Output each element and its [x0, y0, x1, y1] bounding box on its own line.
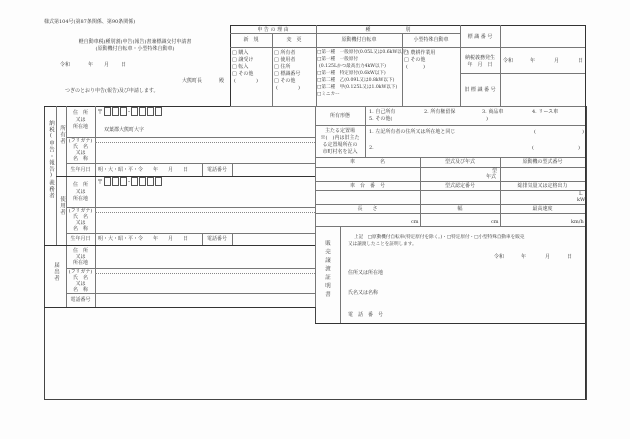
chassis-number-label: 車 台 番 号 [349, 183, 385, 189]
ownership-lease[interactable]: 4. リース車 [532, 109, 559, 115]
old-plate-label: 旧 標 識 番 号 [464, 87, 496, 93]
user-name-field[interactable] [96, 213, 314, 232]
filer-address-field[interactable] [96, 246, 314, 267]
certificate-label: 販売譲渡証明書 [324, 240, 330, 300]
plate-number-field[interactable] [501, 26, 584, 46]
ownership-retained[interactable]: 2. 所有権留保 [424, 109, 456, 115]
checkbox-class2-otsu[interactable]: □第二種 乙(0.09L又は0.8kW以下) [317, 78, 395, 83]
moped-label: 原動機付自転車 [341, 37, 377, 43]
user-address-field[interactable] [96, 188, 314, 206]
certificate-phone-field[interactable] [385, 308, 580, 320]
filer-phone-label: 電話番号 [70, 297, 91, 303]
certificate-address-label: 住所又は所在地 [348, 270, 384, 276]
engine-model-label: 原動機の型式番号 [522, 159, 563, 165]
checkbox-other-special[interactable]: □ その他 [404, 57, 426, 63]
checkbox-owner[interactable]: □ 所有者 [274, 50, 296, 56]
certificate-name-field[interactable] [380, 286, 580, 298]
addressee: 大熊町長 [182, 78, 203, 84]
user-phone-field[interactable] [233, 234, 314, 244]
remarks-area[interactable] [46, 324, 583, 398]
checkbox-plate-number[interactable]: □ 標識番号 [274, 71, 301, 77]
old-plate-field[interactable] [501, 74, 584, 105]
user-birth-field[interactable]: 明・大・昭・平・令 年 月 日 [98, 236, 189, 242]
certificate-address-field[interactable] [380, 266, 580, 278]
checkbox-class1-general-small[interactable]: □第一種 一般原付(0.05L又は0.6kW以下) [317, 50, 409, 55]
model-year-label: 型式及び年式 [444, 159, 475, 165]
ownership-merchandise[interactable]: 3. 商品車 [482, 109, 504, 115]
taxpayer-group-label: 納税(申告・報告)義務者 [48, 120, 54, 199]
form-subtitle: (原動機付自転車・小型特殊自動車) [95, 46, 175, 52]
length-label: 長 さ [357, 206, 378, 212]
owner-phone-field[interactable] [233, 164, 314, 175]
vehicle-name-label: 車 名 [349, 159, 385, 165]
checkbox-minicar[interactable]: □ミニカー [317, 92, 340, 97]
other-change-field[interactable]: ( ) [276, 85, 300, 91]
ownership-other[interactable]: 5. その他( [369, 116, 393, 122]
filer-label: 届出者 [53, 262, 59, 282]
checkbox-user[interactable]: □ 使用者 [274, 57, 296, 63]
intro-text: つぎのとおり申告(報告)及び申請します。 [65, 88, 159, 94]
user-label: 使用者 [59, 196, 65, 216]
owner-kana-label: (フリガナ) [68, 138, 93, 144]
checkbox-other-change[interactable]: □ その他 [274, 78, 296, 84]
checkbox-farming[interactable]: □ 農耕作業用 [404, 50, 436, 56]
reason-change-label: 変 更 [286, 37, 302, 43]
certificate-statement-1: 上記 □原動機付自転車(特定原付を除く。)・□特定原付・□小型特殊自動車を販売 [354, 235, 525, 240]
width-field[interactable] [421, 214, 499, 225]
checkbox-purchase[interactable]: □ 購入 [232, 50, 249, 56]
length-field[interactable] [316, 214, 419, 225]
small-special-label: 小型特殊自動車 [413, 37, 449, 43]
user-kana-label: (フリガナ) [68, 208, 93, 214]
displacement-field[interactable] [501, 191, 584, 203]
storage-option-same[interactable]: 1. 左記所有者の住所又は所在地と同じ [369, 129, 456, 135]
owner-birth-field[interactable]: 明・大・昭・平・令 年 月 日 [98, 167, 189, 173]
approval-number-field[interactable] [421, 191, 499, 203]
owner-postal-code[interactable]: 〒 - [97, 107, 162, 116]
ownership-self[interactable]: 1. 自己所有 [369, 109, 396, 115]
filer-kana-label: (フリガナ) [68, 269, 93, 275]
owner-address-field[interactable]: 双葉郡大熊町大字 [104, 127, 145, 133]
vehicle-name-field[interactable] [316, 168, 419, 180]
engine-model-field[interactable] [501, 168, 584, 180]
certificate-name-label: 氏名又は名称 [348, 290, 379, 296]
user-phone-label: 電話番号 [206, 236, 227, 242]
width-label: 幅 [457, 206, 463, 212]
tax-date-label-2: 年 月 日 [467, 62, 493, 68]
honorific: 殿 [219, 78, 225, 84]
filer-name-field[interactable] [96, 274, 314, 292]
reason-title: 申 告 の 理 由 [257, 27, 289, 33]
checkbox-other-new[interactable]: □ その他 [232, 71, 254, 77]
checkbox-class1-specified[interactable]: □第一種 特定原付(0.6kW以下) [317, 71, 386, 76]
owner-label: 所有者 [59, 125, 65, 145]
certificate-phone-label: 電 話 番 号 [348, 312, 384, 318]
owner-phone-label: 電話番号 [206, 167, 227, 173]
user-postal-code[interactable]: 〒 - [97, 177, 162, 186]
form-title: 軽自動車税(種別割)申告(報告)書兼標識交付申請書 [78, 39, 192, 45]
max-speed-label: 最高速度 [532, 206, 553, 212]
other-new-field[interactable]: ( ) [234, 78, 258, 84]
type-title: 種 別 [365, 27, 411, 33]
ownership-label: 所有形態 [329, 113, 350, 119]
checkbox-move-in[interactable]: □ 転入 [232, 64, 249, 70]
tax-date-label-1: 納税義務発生 [464, 55, 495, 61]
user-birth-label: 生年月日 [70, 236, 91, 242]
certificate-statement-2: 又は譲渡したことを証明します。 [348, 242, 417, 247]
checkbox-class1-general[interactable]: □第一種 一般原付 [317, 57, 359, 62]
checkbox-class2-ko[interactable]: □第二種 甲(0.125L又は1.0kW以下) [317, 85, 398, 90]
other-special-field[interactable]: ( ) [406, 64, 425, 70]
approval-number-label: 型式認定番号 [444, 183, 475, 189]
owner-name-field[interactable] [96, 143, 314, 162]
form-number: 様式第104号(第87条関係、第90条関係) [44, 19, 136, 25]
plate-number-label: 標 識 番 号 [467, 34, 493, 40]
displacement-label: 総排気量又は定格出力 [517, 183, 568, 189]
checkbox-transfer[interactable]: □ 譲受け [232, 57, 254, 63]
checkbox-address[interactable]: □ 住所 [274, 64, 291, 70]
filer-phone-field[interactable] [96, 294, 314, 306]
chassis-number-field[interactable] [316, 191, 419, 203]
owner-birth-label: 生年月日 [70, 167, 91, 173]
storage-option-other[interactable]: 2. [369, 145, 374, 151]
reason-new-label: 新 規 [243, 37, 259, 43]
